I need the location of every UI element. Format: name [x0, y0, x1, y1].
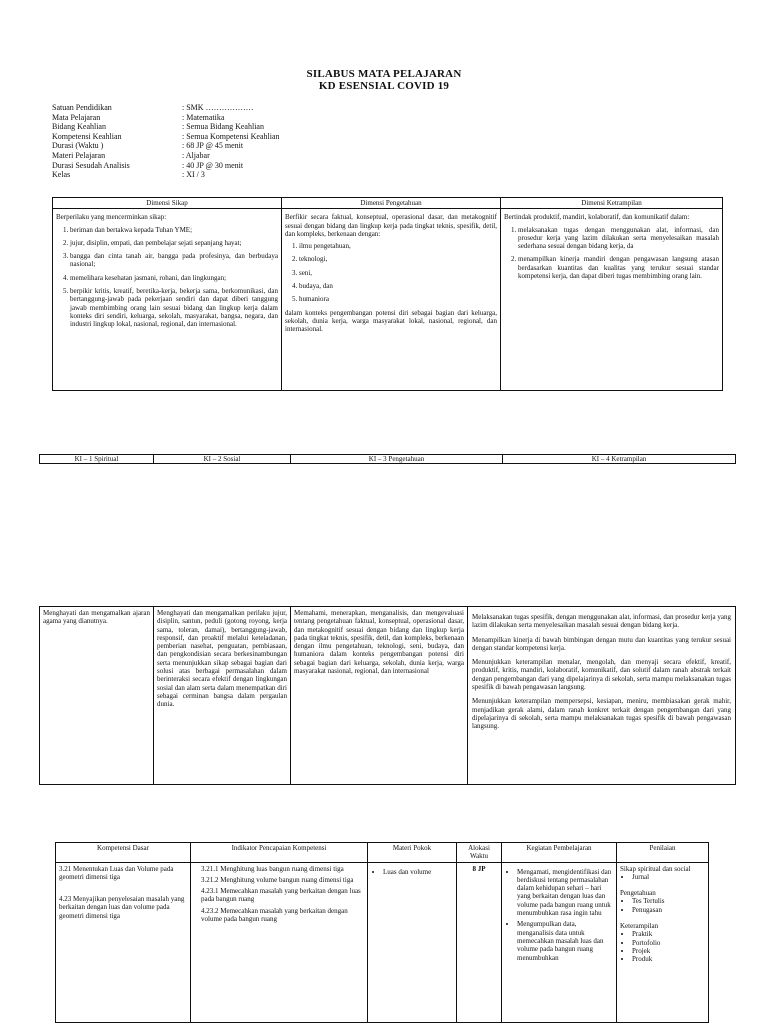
- identity-label: Satuan Pendidikan: [52, 103, 112, 112]
- cell-kompetensi-dasar: [56, 862, 191, 1022]
- identity-value: : Matematika: [182, 112, 225, 122]
- list-item: 1. ilmu pengetahuan,: [299, 242, 497, 250]
- identity-label: Bidang Keahlian: [52, 122, 106, 132]
- ki-content-table: [39, 606, 736, 785]
- identity-label: Mata Pelajaran: [52, 112, 101, 122]
- col-dimensi-ketrampilan: Dimensi Ketrampilan: [501, 198, 723, 209]
- list-item: 2. teknologi,: [299, 255, 497, 263]
- ketrampilan-intro: Bertindak produktif, mandiri, kolaboratif, dan komunikatif dalam:: [504, 213, 690, 222]
- ki4-paragraph: Melaksanakan tugas spesifik, dengan menggunakan alat, informasi, dan prosedur kerja yang lazim dilakukan serta menyelesaikan masalah sesuai dengan bidang kerja.: [472, 613, 731, 630]
- cell-kegiatan: [502, 862, 617, 1022]
- ki2-cell: Menghayati dan mengamalkan perilaku jujur, disiplin, santun, peduli (gotong royong, kerja sama, toleran, damai), bertanggung-jawab, responsif, dan proaktif melalui keteladanan, pemberian nasehat, penguatan, pembiasaan, dan pengkondisian secara berkesinambungan serta menunjukkan sikap sebagai bagian dari solusi atas berbagai permasalahan dalam berinteraksi secara efektif dengan lingkungan sosial dan alam serta dalam menempatkan diri sebagai cerminan bangsa dalam pergaulan dunia.: [154, 607, 291, 785]
- col-kompetensi-dasar: Kompetensi Dasar: [56, 843, 191, 863]
- list-item: 5. berpikir kritis, kreatif, beretika-kerja, bekerja sama, berkomunikasi, dan bertanggung-jawab pada pekerjaan sendiri dan dapat diberi tanggung jawab membimbing orang lain sesuai bidang dan lingkup kerja dalam konteks diri sendiri, keluarga, sekolah, masyarakat, bangsa, negara, dan industri lingkup lokal, nasional, regional, dan internasional.: [70, 287, 278, 328]
- list-item: 2. jujur, disiplin, empati, dan pembelajar sejati sepanjang hayat;: [70, 239, 278, 247]
- identity-value: : Aljabar: [182, 151, 210, 160]
- cell-materi-pokok: [368, 862, 457, 1022]
- penilaian-sikap-label: Sikap spiritual dan social: [620, 864, 691, 873]
- ipk-item: 4.23.2 Memecahkan masalah yang berkaitan dengan volume pada bangun ruang: [201, 906, 348, 924]
- identity-value: : SMK ………………: [182, 103, 254, 112]
- identity-label: Kompetensi Keahlian: [52, 131, 122, 141]
- ki4-paragraph: Menampilkan kinerja di bawah bimbingan dengan mutu dan kuantitas yang terukur sesuai dengan standar kompetensi kerja.: [472, 635, 731, 652]
- ipk-item: 3.21.1 Menghitung luas bangun ruang dimensi tiga: [201, 864, 344, 873]
- identity-block: [52, 103, 452, 183]
- kegiatan-item: • Mengumpulkan data, menganalisis data untuk memecahkan masalah luas dan volume pada bangun ruang menumbuhkan: [517, 920, 613, 961]
- identity-label: Durasi Sesudah Analisis: [52, 160, 130, 170]
- ki4-cell: [468, 607, 736, 785]
- cell-dimensi-pengetahuan: [282, 209, 501, 391]
- col-dimensi-sikap: Dimensi Sikap: [53, 198, 282, 209]
- ki1-cell: Menghayati dan mengamalkan ajaran agama yang dianutnya.: [40, 607, 154, 785]
- silabus-table: [55, 842, 709, 1023]
- list-item: 3. seni,: [299, 269, 497, 277]
- ki3-header: KI – 3 Pengetahuan: [291, 455, 503, 464]
- sikap-intro: Berperilaku yang mencerminkan sikap:: [56, 213, 167, 222]
- penilaian-item: • Penugasan: [632, 906, 705, 914]
- cell-dimensi-ketrampilan: [501, 209, 723, 391]
- identity-label: Materi Pelajaran: [52, 151, 106, 160]
- materi-item: • Luas dan volume: [383, 868, 453, 876]
- col-dimensi-pengetahuan: Dimensi Pengetahuan: [282, 198, 501, 209]
- kd-item: 4.23 Menyajikan penyelesaian masalah yang berkaitan dengan luas dan volume pada geometri dimensi tiga: [59, 895, 185, 920]
- pengetahuan-intro: Berfikir secara faktual, konseptual, operasional dasar, dan metakognitif sesuai dengan bidang dan lingkup kerja pada tingkat teknis, spesifik, detil, dan kompleks, berkenaan dengan:: [285, 213, 497, 238]
- list-item: 3. bangga dan cinta tanah air, bangga pada profesinya, dan berbudaya nasional;: [70, 252, 278, 269]
- col-materi-pokok: Materi Pokok: [368, 843, 457, 863]
- page-subtitle: KD ESENSIAL COVID 19: [318, 80, 450, 92]
- list-item: 5. humaniora: [299, 295, 497, 303]
- penilaian-item: • Jurnal: [632, 873, 705, 881]
- cell-indikator: [191, 862, 368, 1022]
- list-item: 2. menampilkan kinerja mandiri dengan pengawasan langsung atasan berdasarkan kuantitas dan kualitas yang terukur sesuai standar kompetensi kerja, dan dapat diberi tugas membimbing orang lain.: [518, 255, 719, 280]
- ipk-item: 4.23.1 Memecahkan masalah yang berkaitan dengan luas pada bangun ruang: [201, 887, 361, 904]
- pengetahuan-outro: dalam konteks pengembangan potensi diri sebagai bagian dari keluarga, sekolah, dunia kerja, warga masyarakat lokal, nasional, regional, dan internasional.: [285, 308, 497, 334]
- penilaian-item: • Produk: [632, 955, 705, 963]
- ki4-header: KI – 4 Ketrampilan: [503, 455, 736, 464]
- cell-dimensi-sikap: [53, 209, 282, 391]
- ki2-header: KI – 2 Sosial: [154, 455, 291, 464]
- cell-alokasi-waktu: 8 JP: [457, 862, 502, 1022]
- dimensi-table: [52, 197, 723, 391]
- penilaian-item: • Praktik: [632, 930, 705, 938]
- ki1-header: KI – 1 Spiritual: [40, 455, 154, 464]
- identity-value: : Semua Kompetensi Keahlian: [182, 131, 280, 141]
- cell-penilaian: [617, 862, 709, 1022]
- identity-value: : 68 JP @ 45 menit: [182, 141, 244, 151]
- penilaian-item: • Portofolio: [632, 939, 705, 947]
- penilaian-item: • Tes Tertulis: [632, 897, 705, 905]
- ki4-paragraph: Menunjukkan keterampilan menalar, mengolah, dan menyaji secara efektif, kreatif, produktif, kritis, mandiri, kolaboratif, komunikatif, dan solutif dalam ranah abstrak terkait dengan pengembangan dari yang dipelajarinya di sekolah, serta mampu melaksanakan tugas spesifik di bawah pengawasan langsung.: [472, 658, 731, 692]
- ipk-item: 3.21.2 Menghitung volume bangun ruang dimensi tiga: [201, 875, 354, 884]
- penilaian-keterampilan-label: Keterampilan: [620, 922, 659, 931]
- list-item: 1. beriman dan bertakwa kepada Tuhan YME;: [70, 226, 278, 234]
- page-title: SILABUS MATA PELAJARAN: [306, 68, 462, 80]
- col-penilaian: Penilaian: [617, 843, 709, 863]
- kd-item: 3.21 Menentukan Luas dan Volume pada geometri dimensi tiga: [59, 864, 174, 881]
- identity-value: : XI / 3: [182, 170, 205, 180]
- penilaian-pengetahuan-label: Pengetahuan: [620, 889, 656, 898]
- list-item: 4. memelihara kesehatan jasmani, rohani, dan lingkungan;: [70, 274, 278, 282]
- kegiatan-item: • Mengamati, mengidentifikasi dan berdiskusi tentang permasalahan dalam kehidupan sehari – hari yang berkaitan dengan luas dan volume pada bangun ruang untuk menumbuhkan rasa ingin tahu: [517, 868, 613, 918]
- col-kegiatan: Kegiatan Pembelajaran: [502, 843, 617, 863]
- col-alokasi-waktu: Alokasi Waktu: [457, 843, 502, 863]
- ki4-paragraph: Menunjukkan keterampilan mempersepsi, kesiapan, meniru, membiasakan gerak mahir, menjadikan gerak alami, dalam ranah konkret terkait dengan pengembangan dari yang dipelajarinya di sekolah, serta mampu melaksanakan tugas spesifik di bawah pengawasan langsung.: [472, 697, 731, 731]
- ki-header-table: [39, 454, 736, 464]
- col-indikator: Indikator Pencapaian Kompetensi: [191, 843, 368, 863]
- penilaian-item: • Projek: [632, 947, 705, 955]
- ki3-cell: Memahami, menerapkan, menganalisis, dan mengevaluasi tentang pengetahuan faktual, konseptual, operasional dasar, dan metakognitif sesuai dengan bidang dan lingkup kerja pada tingkat teknis, spesifik, detil, dan kompleks, berkenaan dengan ilmu pengetahuan, teknologi, seni, budaya, dan humaniora dalam konteks pengembangan potensi diri sebagai bagian dari keluarga, sekolah, dunia kerja, warga masyarakat nasional, regional, dan internasional: [291, 607, 468, 785]
- identity-value: : Semua Bidang Keahlian: [182, 122, 264, 132]
- identity-value: : 40 JP @ 30 menit: [182, 160, 244, 170]
- identity-label: Kelas: [52, 170, 71, 180]
- list-item: 4. budaya, dan: [299, 282, 497, 290]
- list-item: 1. melaksanakan tugas dengan menggunakan alat, informasi, dan prosedur kerja yang lazim dilakukan serta menyelesaikan masalah sederhana sesuai dengan bidang kerja, da: [518, 226, 719, 251]
- identity-label: Durasi (Waktu ): [52, 141, 104, 151]
